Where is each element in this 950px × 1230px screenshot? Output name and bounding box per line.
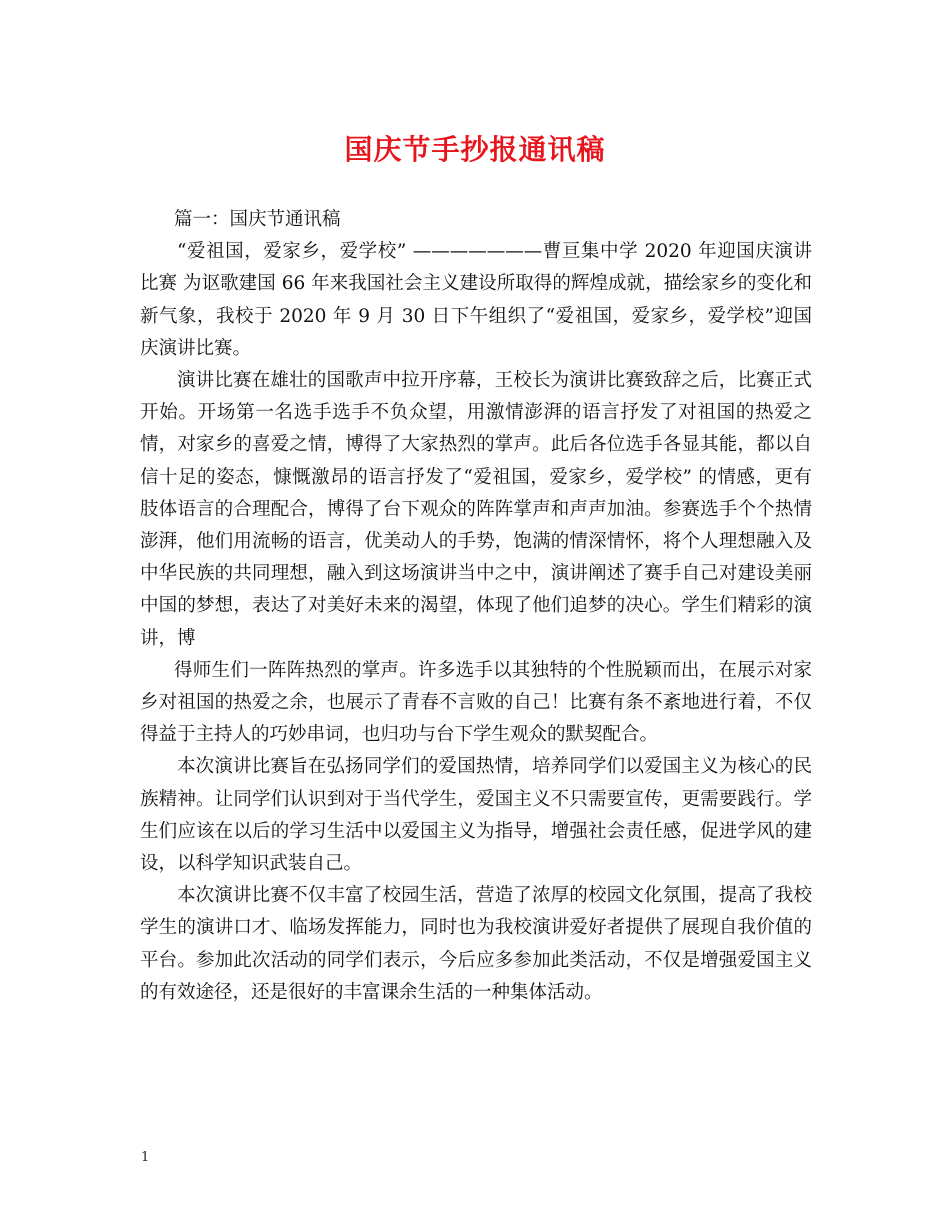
page-number: 1 [141, 1150, 150, 1165]
document-title: 国庆节手抄报通讯稿 [344, 133, 606, 166]
section-heading: 篇一：国庆节通讯稿 [174, 209, 341, 230]
paragraph: 本次演讲比赛不仅丰富了校园生活，营造了浓厚的校园文化氛围，提高了我校学生的演讲口才、临场发挥能力，同时也为我校演讲爱好者提供了展现自我价值的平台。参加此次活动的同学们表示，今后应多参加此类活动，不仅是增强爱国主义的有效途径，还是很好的丰富课余生活的一种集体活动。 [140, 885, 812, 1003]
paragraph: 本次演讲比赛旨在弘扬同学们的爱国热情，培养同学们以爱国主义为核心的民族精神。让同学们认识到对于当代学生，爱国主义不只需要宣传，更需要践行。学生们应该在以后的学习生活中以爱国主义为指导，增强社会责任感，促进学风的建设，以科学知识武装自己。 [140, 756, 812, 875]
paragraph: 得师生们一阵阵热烈的掌声。许多选手以其独特的个性脱颖而出，在展示对家乡对祖国的热爱之余，也展示了青春不言败的自己！比赛有条不紊地进行着，不仅得益于主持人的巧妙串词，也归功与台下学生观众的默契配合。 [140, 659, 812, 746]
paragraph: “爱祖国，爱家乡，爱学校” ———————曹亘集中学 2020 年迎国庆演讲比赛 为讴歌建国 66 年来我国社会主义建设所取得的辉煌成就，描绘家乡的变化和新气象，我校于 2020 年 9 月 30 日下午组织了“爱祖国，爱家乡，爱学校”迎国庆演讲比赛。 [140, 241, 812, 359]
document-body [140, 204, 812, 1009]
paragraph: 演讲比赛在雄壮的国歌声中拉开序幕，王校长为演讲比赛致辞之后，比赛正式开始。开场第一名选手选手不负众望，用激情澎湃的语言抒发了对祖国的热爱之情，对家乡的喜爱之情，博得了大家热烈的掌声。此后各位选手各显其能，都以自信十足的姿态，慷慨激昂的语言抒发了“爱祖国，爱家乡，爱学校” 的情感，更有肢体语言的合理配合，博得了台下观众的阵阵掌声和声声加油。参赛选手个个热情澎湃，他们用流畅的语言，优美动人的手势，饱满的情深情怀，将个人理想融入及中华民族的共同理想，融入到这场演讲当中之中，演讲阐述了赛手自己对建设美丽中国的梦想，表达了对美好未来的渴望，体现了他们追梦的决心。学生们精彩的演讲，博 [140, 370, 812, 649]
